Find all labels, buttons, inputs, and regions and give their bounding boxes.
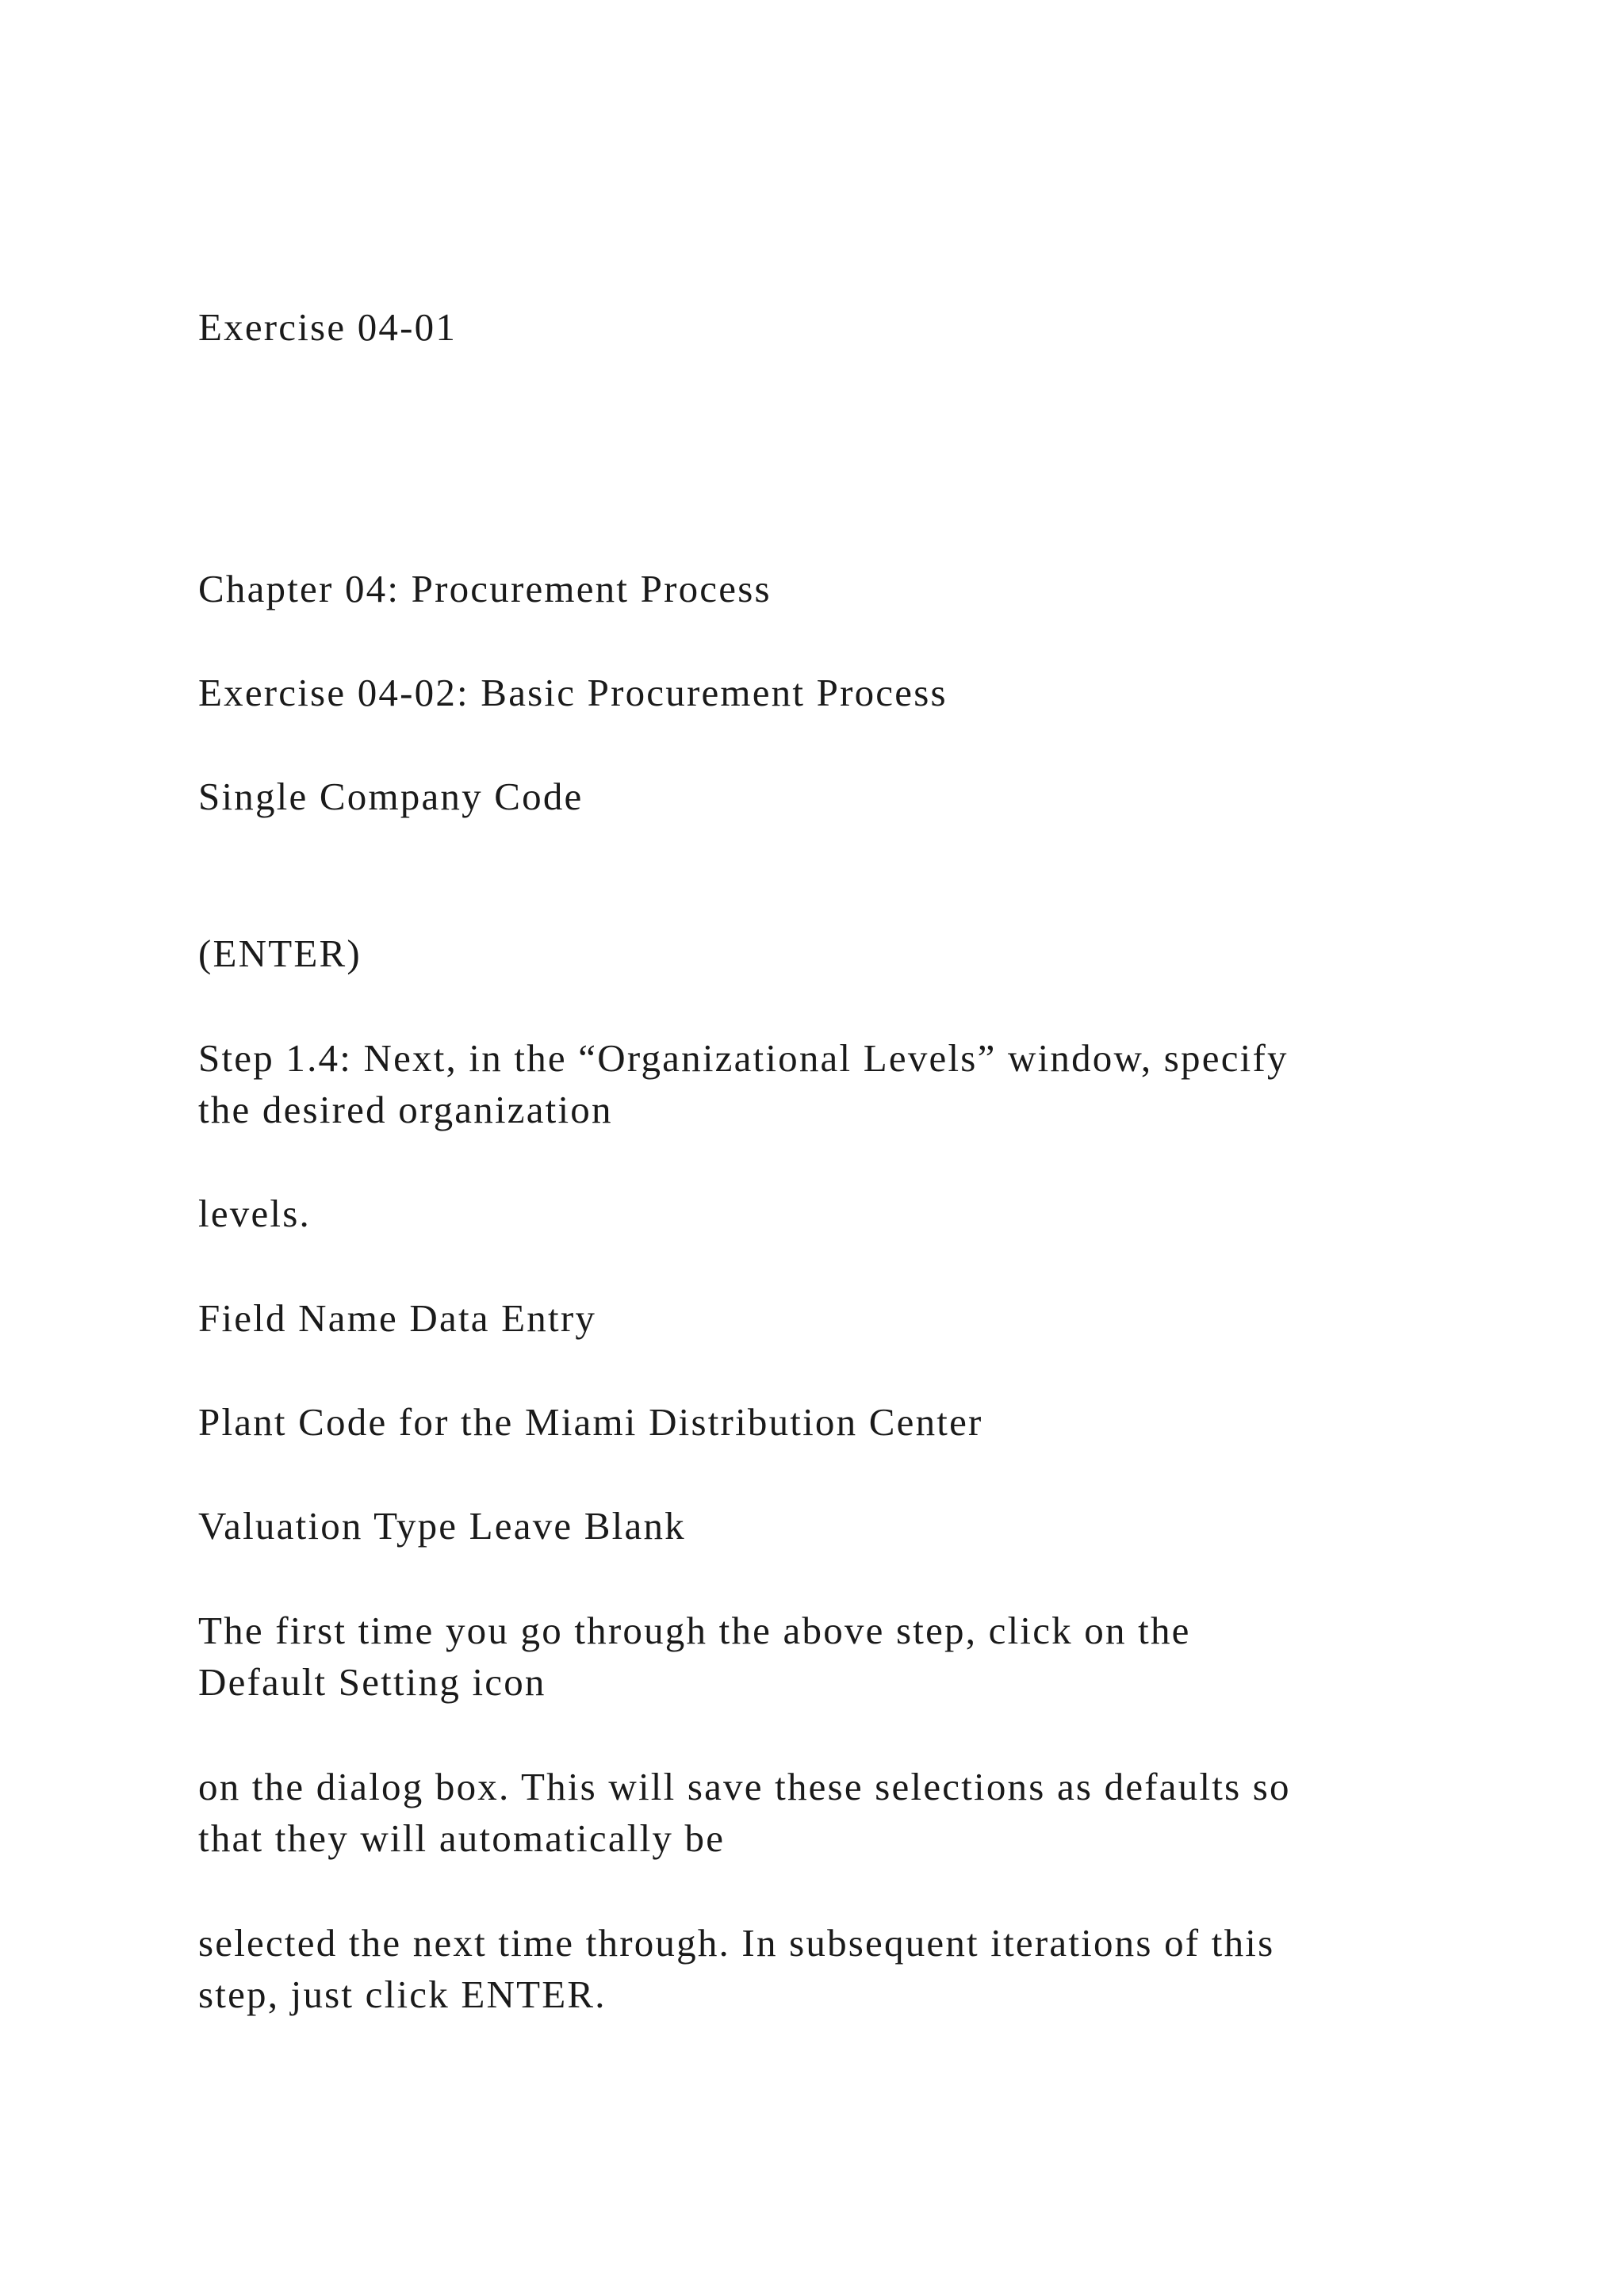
note-line-1: The first time you go through the above step, click on the xyxy=(198,1609,1191,1652)
table-row-plant-code: Plant Code for the Miami Distribution Center xyxy=(198,1400,983,1444)
scope-line: Single Company Code xyxy=(198,775,584,818)
step-line-1: Step 1.4: Next, in the “Organizational Levels” window, specify xyxy=(198,1036,1289,1080)
note-line-3: on the dialog box. This will save these selections as defaults so xyxy=(198,1765,1291,1808)
step-line-2: the desired organization xyxy=(198,1088,613,1131)
exercise-title: Exercise 04-01 xyxy=(198,305,458,349)
step-line-3: levels. xyxy=(198,1192,311,1235)
exercise-subtitle: Exercise 04-02: Basic Procurement Process xyxy=(198,671,948,714)
table-row-valuation-type: Valuation Type Leave Blank xyxy=(198,1504,686,1548)
note-line-6: step, just click ENTER. xyxy=(198,1973,607,2016)
note-line-2: Default Setting icon xyxy=(198,1660,546,1704)
note-line-5: selected the next time through. In subsequent iterations of this xyxy=(198,1921,1275,1965)
table-header: Field Name Data Entry xyxy=(198,1296,597,1340)
note-line-4: that they will automatically be xyxy=(198,1816,726,1860)
enter-instruction: (ENTER) xyxy=(198,932,362,975)
chapter-heading: Chapter 04: Procurement Process xyxy=(198,567,772,610)
